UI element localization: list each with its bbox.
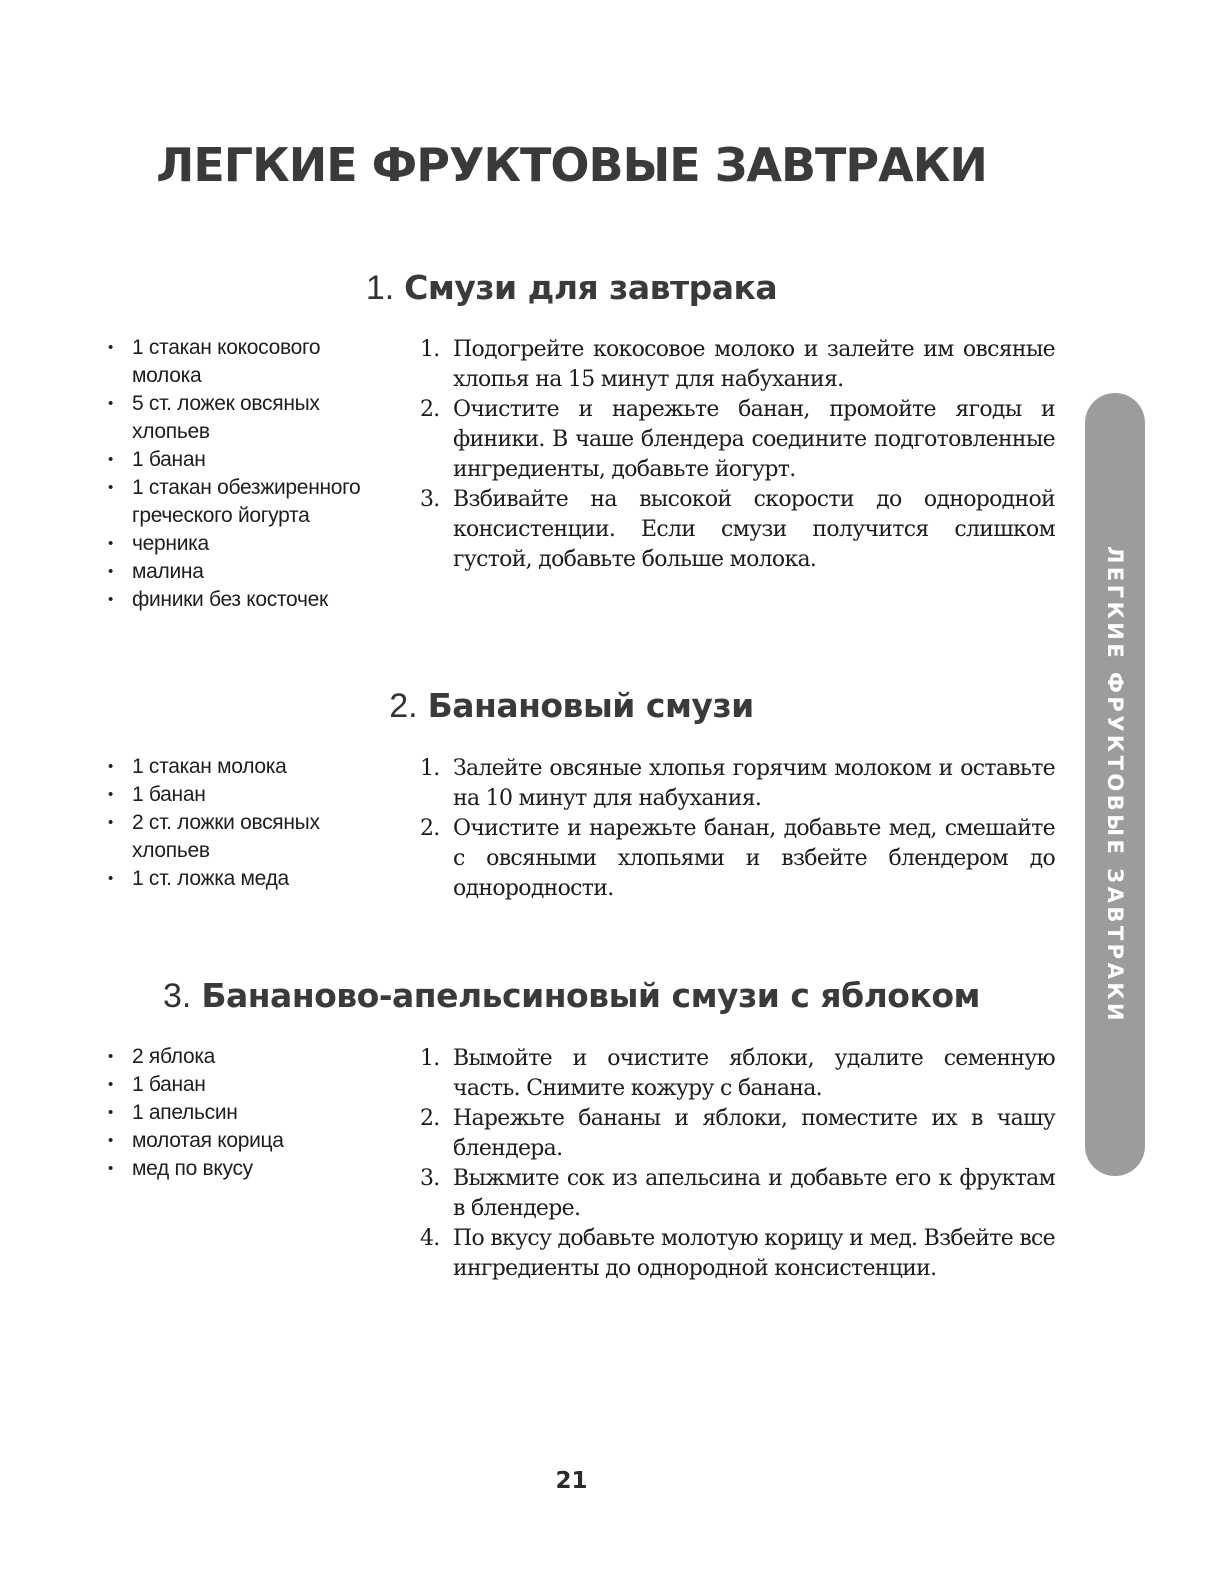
step-number: 2. bbox=[420, 1106, 440, 1131]
step-number: 2. bbox=[420, 816, 440, 841]
recipe-name: Банановый смузи bbox=[427, 686, 754, 725]
step-item bbox=[420, 1104, 1055, 1164]
step-number: 1. bbox=[420, 1046, 440, 1071]
ingredient-item: • 1 стакан молока bbox=[108, 753, 368, 781]
ingredient-item: • 2 яблока bbox=[108, 1043, 368, 1071]
recipe-number: 1. bbox=[365, 269, 395, 307]
step-item bbox=[420, 1224, 1055, 1284]
ingredient-item: • 1 апельсин bbox=[108, 1099, 368, 1127]
recipe-name: Смузи для завтрака bbox=[404, 268, 778, 307]
step-text: Взбивайте на высокой скорости до однородной консистенции. Если смузи получится слишком густой, добавьте больше молока. bbox=[453, 487, 1055, 572]
section-side-tab bbox=[1085, 393, 1145, 1176]
ingredient-item: • 1 стакан обезжиренного греческого йогурта bbox=[108, 474, 368, 530]
section-side-tab-label: ЛЕГКИЕ ФРУКТОВЫЕ ЗАВТРАКИ bbox=[1103, 545, 1127, 1024]
step-item bbox=[420, 754, 1055, 814]
recipe-number: 2. bbox=[389, 687, 418, 725]
step-item bbox=[420, 335, 1055, 395]
step-item bbox=[420, 1164, 1055, 1224]
recipe-title bbox=[0, 686, 1143, 726]
ingredient-item: • 1 банан bbox=[108, 781, 368, 809]
step-text: Залейте овсяные хлопья горячим молоком и оставьте на 10 минут для набухания. bbox=[453, 756, 1055, 811]
steps-list bbox=[420, 1044, 1055, 1284]
step-number: 1. bbox=[420, 756, 440, 781]
step-text: По вкусу добавьте молотую корицу и мед. Взбейте все ингредиенты до однородной консистенции. bbox=[453, 1226, 1055, 1281]
recipe-title bbox=[0, 976, 1143, 1016]
step-number: 3. bbox=[420, 487, 440, 512]
ingredient-item: • малина bbox=[108, 558, 368, 586]
step-number: 2. bbox=[420, 397, 440, 422]
ingredient-item: • 5 ст. ложек овсяных хлопьев bbox=[108, 390, 368, 446]
step-text: Выжмите сок из апельсина и добавьте его к фруктам в блендере. bbox=[453, 1166, 1055, 1221]
ingredient-item: • 2 ст. ложки овсяных хлопьев bbox=[108, 809, 368, 865]
step-item bbox=[420, 395, 1055, 485]
recipe-title bbox=[0, 268, 1143, 308]
ingredient-item: • 1 стакан кокосового молока bbox=[108, 334, 368, 390]
ingredient-item: • мед по вкусу bbox=[108, 1155, 368, 1183]
step-item bbox=[420, 814, 1055, 904]
ingredient-item: • финики без косточек bbox=[108, 586, 368, 614]
step-text: Нарежьте бананы и яблоки, поместите их в чашу блендера. bbox=[453, 1106, 1055, 1161]
step-number: 1. bbox=[420, 337, 440, 362]
step-text: Подогрейте кокосовое молоко и залейте им овсяные хлопья на 15 минут для набухания. bbox=[453, 337, 1055, 392]
step-text: Очистите и нарежьте банан, добавьте мед, смешайте с овсяными хлопьями и взбейте блендером до однородности. bbox=[453, 816, 1055, 901]
recipe-name: Бананово-апельсиновый смузи с яблоком bbox=[201, 976, 981, 1015]
ingredient-item: • черника bbox=[108, 530, 368, 558]
page-number: 21 bbox=[555, 1468, 588, 1494]
ingredients-list bbox=[108, 334, 368, 614]
ingredient-item: • 1 ст. ложка меда bbox=[108, 865, 368, 893]
recipe-number: 3. bbox=[162, 977, 192, 1015]
ingredient-item: • молотая корица bbox=[108, 1127, 368, 1155]
ingredient-item: • 1 банан bbox=[108, 446, 368, 474]
ingredient-item: • 1 банан bbox=[108, 1071, 368, 1099]
step-number: 3. bbox=[420, 1166, 440, 1191]
steps-list bbox=[420, 754, 1055, 904]
step-text: Очистите и нарежьте банан, промойте ягоды и финики. В чаше блендера соедините подготовленные ингредиенты, добавьте йогурт. bbox=[453, 397, 1055, 482]
step-item bbox=[420, 1044, 1055, 1104]
step-number: 4. bbox=[420, 1226, 440, 1251]
ingredients-list bbox=[108, 1043, 368, 1183]
step-item bbox=[420, 485, 1055, 575]
step-text: Вымойте и очистите яблоки, удалите семенную часть. Снимите кожуру с банана. bbox=[453, 1046, 1055, 1101]
ingredients-list bbox=[108, 753, 368, 893]
page-title: ЛЕГКИЕ ФРУКТОВЫЕ ЗАВТРАКИ bbox=[156, 138, 987, 192]
steps-list bbox=[420, 335, 1055, 575]
